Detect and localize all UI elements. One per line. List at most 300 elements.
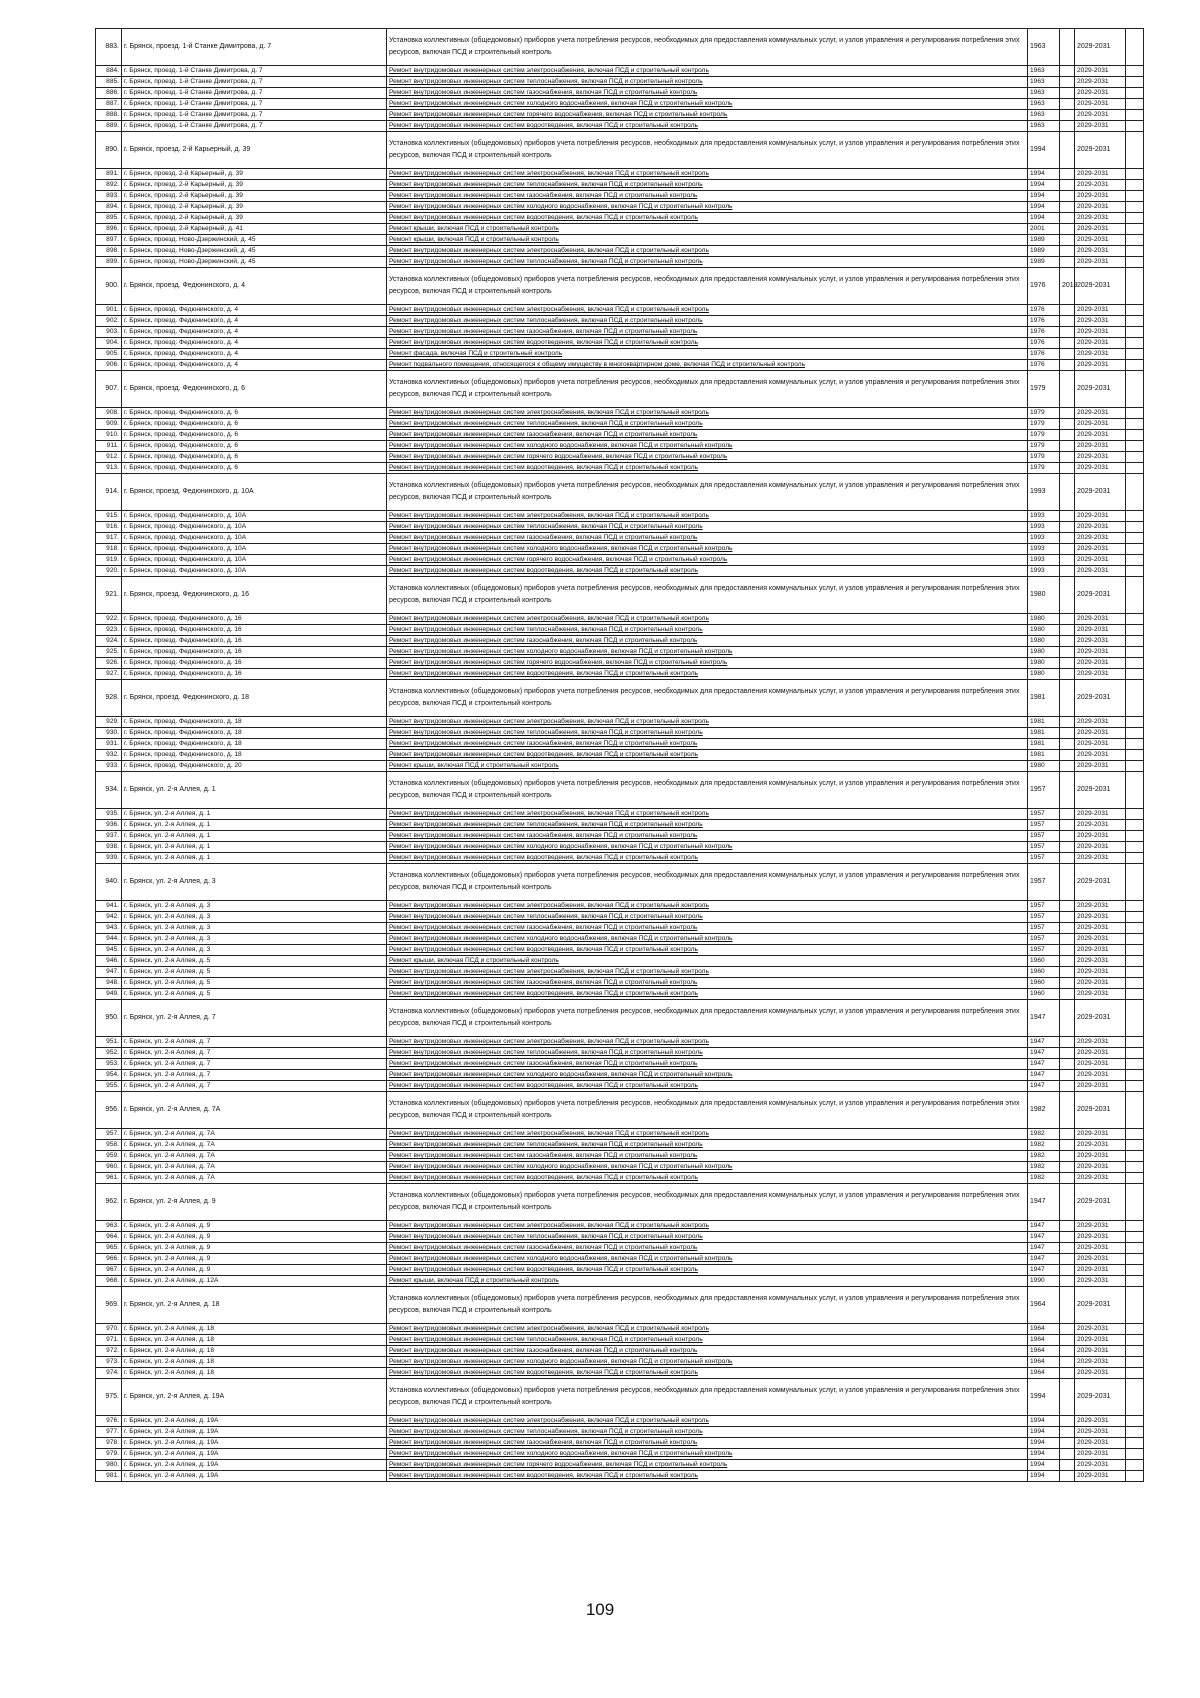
row-done-year bbox=[1060, 1449, 1075, 1460]
row-number: 939. bbox=[96, 853, 122, 864]
row-build-year: 2001 bbox=[1028, 224, 1060, 235]
table-row bbox=[96, 831, 1144, 842]
row-work-type: Ремонт крыши, включая ПСД и строительный контроль bbox=[387, 1276, 1028, 1287]
row-done-year bbox=[1060, 1221, 1075, 1232]
row-address: г. Брянск, проезд. Федюнинского, д. 4 bbox=[122, 316, 387, 327]
table-row bbox=[96, 577, 1144, 614]
row-number: 897. bbox=[96, 235, 122, 246]
table-row bbox=[96, 132, 1144, 169]
row-work-type: Ремонт подвального помещения, относящегося к общему имуществу в многоквартирном доме, включая ПСД и строительный контроль bbox=[387, 360, 1028, 371]
table-row bbox=[96, 739, 1144, 750]
table-row bbox=[96, 191, 1144, 202]
row-address: г. Брянск, ул. 2-я Аллея, д. 7 bbox=[122, 1059, 387, 1070]
row-address: г. Брянск, ул. 2-я Аллея, д. 9 bbox=[122, 1232, 387, 1243]
row-number: 926. bbox=[96, 658, 122, 669]
row-planned-period: 2029-2031 bbox=[1075, 1287, 1126, 1324]
row-build-year: 1964 bbox=[1028, 1357, 1060, 1368]
row-planned-period: 2029-2031 bbox=[1075, 1276, 1126, 1287]
row-build-year: 1981 bbox=[1028, 739, 1060, 750]
row-done-year bbox=[1060, 463, 1075, 474]
row-number: 906. bbox=[96, 360, 122, 371]
row-empty-cell bbox=[1126, 967, 1144, 978]
table-row bbox=[96, 169, 1144, 180]
table-row bbox=[96, 408, 1144, 419]
row-empty-cell bbox=[1126, 842, 1144, 853]
row-build-year: 1993 bbox=[1028, 522, 1060, 533]
row-build-year: 1979 bbox=[1028, 463, 1060, 474]
row-planned-period: 2029-2031 bbox=[1075, 1048, 1126, 1059]
table-row bbox=[96, 349, 1144, 360]
table-row bbox=[96, 1254, 1144, 1265]
row-done-year bbox=[1060, 246, 1075, 257]
row-address: г. Брянск, ул. 2-я Аллея, д. 3 bbox=[122, 864, 387, 901]
row-empty-cell bbox=[1126, 577, 1144, 614]
row-address: г. Брянск, проезд. Федюнинского, д. 18 bbox=[122, 739, 387, 750]
row-planned-period: 2029-2031 bbox=[1075, 1173, 1126, 1184]
row-address: г. Брянск, проезд. Федюнинского, д. 16 bbox=[122, 636, 387, 647]
row-build-year: 1989 bbox=[1028, 257, 1060, 268]
row-address: г. Брянск, проезд. Федюнинского, д. 6 bbox=[122, 452, 387, 463]
row-address: г. Брянск, ул. 2-я Аллея, д. 18 bbox=[122, 1335, 387, 1346]
row-build-year: 1964 bbox=[1028, 1368, 1060, 1379]
row-address: г. Брянск, проезд. Федюнинского, д. 6 bbox=[122, 408, 387, 419]
row-done-year bbox=[1060, 809, 1075, 820]
row-empty-cell bbox=[1126, 1460, 1144, 1471]
table-row bbox=[96, 305, 1144, 316]
row-done-year bbox=[1060, 934, 1075, 945]
row-number: 965. bbox=[96, 1243, 122, 1254]
row-work-type: Установка коллективных (общедомовых) приборов учета потребления ресурсов, необходимых для предоставления коммунальных услуг, и узлов управления и регулирования потребления этих ресурсов, включая ПСД и строительный контроль bbox=[387, 1287, 1028, 1324]
row-done-year bbox=[1060, 191, 1075, 202]
row-build-year: 1980 bbox=[1028, 577, 1060, 614]
row-work-type: Ремонт внутридомовых инженерных систем газоснабжения, включая ПСД и строительный контроль bbox=[387, 831, 1028, 842]
row-work-type: Ремонт внутридомовых инженерных систем теплоснабжения, включая ПСД и строительный контроль bbox=[387, 1232, 1028, 1243]
table-row bbox=[96, 647, 1144, 658]
row-done-year bbox=[1060, 956, 1075, 967]
row-work-type: Установка коллективных (общедомовых) приборов учета потребления ресурсов, необходимых для предоставления коммунальных услуг, и узлов управления и регулирования потребления этих ресурсов, включая ПСД и строительный контроль bbox=[387, 371, 1028, 408]
row-done-year bbox=[1060, 1416, 1075, 1427]
row-build-year: 1964 bbox=[1028, 1346, 1060, 1357]
row-number: 941. bbox=[96, 901, 122, 912]
row-empty-cell bbox=[1126, 1254, 1144, 1265]
table-row bbox=[96, 1184, 1144, 1221]
row-build-year: 1947 bbox=[1028, 1000, 1060, 1037]
row-work-type: Установка коллективных (общедомовых) приборов учета потребления ресурсов, необходимых для предоставления коммунальных услуг, и узлов управления и регулирования потребления этих ресурсов, включая ПСД и строительный контроль bbox=[387, 1000, 1028, 1037]
row-build-year: 1957 bbox=[1028, 842, 1060, 853]
row-work-type: Ремонт крыши, включая ПСД и строительный контроль bbox=[387, 761, 1028, 772]
table-row bbox=[96, 463, 1144, 474]
row-done-year bbox=[1060, 316, 1075, 327]
row-work-type: Установка коллективных (общедомовых) приборов учета потребления ресурсов, необходимых для предоставления коммунальных услуг, и узлов управления и регулирования потребления этих ресурсов, включая ПСД и строительный контроль bbox=[387, 772, 1028, 809]
row-work-type: Ремонт внутридомовых инженерных систем водоотведения, включая ПСД и строительный контроль bbox=[387, 463, 1028, 474]
row-empty-cell bbox=[1126, 853, 1144, 864]
row-empty-cell bbox=[1126, 533, 1144, 544]
row-build-year: 1979 bbox=[1028, 408, 1060, 419]
table-row bbox=[96, 1243, 1144, 1254]
row-build-year: 1982 bbox=[1028, 1092, 1060, 1129]
row-empty-cell bbox=[1126, 1048, 1144, 1059]
row-address: г. Брянск, проезд. Федюнинского, д. 10А bbox=[122, 544, 387, 555]
row-build-year: 1982 bbox=[1028, 1129, 1060, 1140]
row-planned-period: 2029-2031 bbox=[1075, 669, 1126, 680]
row-build-year: 1981 bbox=[1028, 750, 1060, 761]
table-row bbox=[96, 1346, 1144, 1357]
row-number: 908. bbox=[96, 408, 122, 419]
row-empty-cell bbox=[1126, 1070, 1144, 1081]
row-work-type: Ремонт крыши, включая ПСД и строительный контроль bbox=[387, 956, 1028, 967]
row-empty-cell bbox=[1126, 625, 1144, 636]
row-planned-period: 2029-2031 bbox=[1075, 1254, 1126, 1265]
row-build-year: 1947 bbox=[1028, 1184, 1060, 1221]
row-work-type: Ремонт внутридомовых инженерных систем газоснабжения, включая ПСД и строительный контроль bbox=[387, 978, 1028, 989]
row-build-year: 1990 bbox=[1028, 1276, 1060, 1287]
row-done-year bbox=[1060, 923, 1075, 934]
row-done-year bbox=[1060, 1276, 1075, 1287]
row-planned-period: 2029-2031 bbox=[1075, 1059, 1126, 1070]
table-row bbox=[96, 1449, 1144, 1460]
row-build-year: 1947 bbox=[1028, 1265, 1060, 1276]
row-work-type: Ремонт внутридомовых инженерных систем водоотведения, включая ПСД и строительный контроль bbox=[387, 750, 1028, 761]
table-row bbox=[96, 121, 1144, 132]
table-row bbox=[96, 1173, 1144, 1184]
row-address: г. Брянск, проезд. Федюнинского, д. 18 bbox=[122, 717, 387, 728]
row-address: г. Брянск, проезд. 2-й Карьерный, д. 39 bbox=[122, 191, 387, 202]
row-build-year: 1979 bbox=[1028, 419, 1060, 430]
row-work-type: Ремонт внутридомовых инженерных систем горячего водоснабжения, включая ПСД и строительный контроль bbox=[387, 658, 1028, 669]
row-address: г. Брянск, проезд. Федюнинского, д. 16 bbox=[122, 669, 387, 680]
row-work-type: Ремонт внутридомовых инженерных систем электроснабжения, включая ПСД и строительный контроль bbox=[387, 1416, 1028, 1427]
row-build-year: 1994 bbox=[1028, 1438, 1060, 1449]
row-number: 912. bbox=[96, 452, 122, 463]
row-done-year bbox=[1060, 614, 1075, 625]
row-build-year: 1976 bbox=[1028, 305, 1060, 316]
row-address: г. Брянск, проезд. Федюнинского, д. 6 bbox=[122, 419, 387, 430]
table-row bbox=[96, 1140, 1144, 1151]
table-row bbox=[96, 923, 1144, 934]
row-build-year: 1981 bbox=[1028, 717, 1060, 728]
row-empty-cell bbox=[1126, 66, 1144, 77]
table-row bbox=[96, 1059, 1144, 1070]
row-number: 933. bbox=[96, 761, 122, 772]
row-address: г. Брянск, проезд. 1-й Станке Димитрова, д. 7 bbox=[122, 66, 387, 77]
row-address: г. Брянск, ул. 2-я Аллея, д. 7 bbox=[122, 1070, 387, 1081]
row-planned-period: 2029-2031 bbox=[1075, 1379, 1126, 1416]
row-work-type: Ремонт внутридомовых инженерных систем теплоснабжения, включая ПСД и строительный контроль bbox=[387, 522, 1028, 533]
row-address: г. Брянск, ул. 2-я Аллея, д. 19А bbox=[122, 1379, 387, 1416]
row-planned-period: 2029-2031 bbox=[1075, 463, 1126, 474]
row-work-type: Ремонт фасада, включая ПСД и строительный контроль bbox=[387, 349, 1028, 360]
row-number: 895. bbox=[96, 213, 122, 224]
row-done-year bbox=[1060, 728, 1075, 739]
row-address: г. Брянск, проезд. 1-й Станке Димитрова, д. 7 bbox=[122, 29, 387, 66]
row-address: г. Брянск, ул. 2-я Аллея, д. 7А bbox=[122, 1162, 387, 1173]
row-address: г. Брянск, проезд. 1-й Станке Димитрова, д. 7 bbox=[122, 121, 387, 132]
row-build-year: 1994 bbox=[1028, 1460, 1060, 1471]
table-row bbox=[96, 1092, 1144, 1129]
row-address: г. Брянск, ул. 2-я Аллея, д. 9 bbox=[122, 1265, 387, 1276]
row-build-year: 1979 bbox=[1028, 452, 1060, 463]
row-done-year bbox=[1060, 669, 1075, 680]
row-work-type: Ремонт внутридомовых инженерных систем холодного водоснабжения, включая ПСД и строительный контроль bbox=[387, 934, 1028, 945]
row-work-type: Ремонт внутридомовых инженерных систем холодного водоснабжения, включая ПСД и строительный контроль bbox=[387, 1162, 1028, 1173]
row-address: г. Брянск, проезд. Федюнинского, д. 6 bbox=[122, 441, 387, 452]
row-done-year bbox=[1060, 110, 1075, 121]
row-address: г. Брянск, проезд. Федюнинского, д. 10А bbox=[122, 566, 387, 577]
table-row bbox=[96, 1324, 1144, 1335]
row-work-type: Ремонт внутридомовых инженерных систем теплоснабжения, включая ПСД и строительный контроль bbox=[387, 257, 1028, 268]
row-work-type: Ремонт внутридомовых инженерных систем холодного водоснабжения, включая ПСД и строительный контроль bbox=[387, 202, 1028, 213]
row-number: 907. bbox=[96, 371, 122, 408]
row-build-year: 1979 bbox=[1028, 371, 1060, 408]
row-work-type: Ремонт внутридомовых инженерных систем водоотведения, включая ПСД и строительный контроль bbox=[387, 213, 1028, 224]
row-address: г. Брянск, проезд. Федюнинского, д. 6 bbox=[122, 463, 387, 474]
row-empty-cell bbox=[1126, 1173, 1144, 1184]
row-number: 885. bbox=[96, 77, 122, 88]
row-done-year bbox=[1060, 1265, 1075, 1276]
row-address: г. Брянск, проезд. Федюнинского, д. 16 bbox=[122, 614, 387, 625]
row-work-type: Ремонт внутридомовых инженерных систем холодного водоснабжения, включая ПСД и строительный контроль bbox=[387, 1357, 1028, 1368]
row-work-type: Ремонт внутридомовых инженерных систем водоотведения, включая ПСД и строительный контроль bbox=[387, 945, 1028, 956]
row-build-year: 1982 bbox=[1028, 1151, 1060, 1162]
row-address: г. Брянск, ул. 2-я Аллея, д. 1 bbox=[122, 842, 387, 853]
row-planned-period: 2029-2031 bbox=[1075, 728, 1126, 739]
row-work-type: Установка коллективных (общедомовых) приборов учета потребления ресурсов, необходимых для предоставления коммунальных услуг, и узлов управления и регулирования потребления этих ресурсов, включая ПСД и строительный контроль bbox=[387, 132, 1028, 169]
row-address: г. Брянск, ул. 2-я Аллея, д. 19А bbox=[122, 1416, 387, 1427]
row-build-year: 1957 bbox=[1028, 853, 1060, 864]
table-row bbox=[96, 750, 1144, 761]
row-planned-period: 2029-2031 bbox=[1075, 761, 1126, 772]
table-row bbox=[96, 522, 1144, 533]
row-empty-cell bbox=[1126, 1265, 1144, 1276]
row-work-type: Ремонт внутридомовых инженерных систем теплоснабжения, включая ПСД и строительный контроль bbox=[387, 1140, 1028, 1151]
table-row bbox=[96, 1265, 1144, 1276]
row-build-year: 1993 bbox=[1028, 566, 1060, 577]
row-number: 976. bbox=[96, 1416, 122, 1427]
row-planned-period: 2029-2031 bbox=[1075, 1460, 1126, 1471]
row-empty-cell bbox=[1126, 349, 1144, 360]
table-row bbox=[96, 842, 1144, 853]
table-row bbox=[96, 474, 1144, 511]
row-number: 957. bbox=[96, 1129, 122, 1140]
row-work-type: Ремонт внутридомовых инженерных систем теплоснабжения, включая ПСД и строительный контроль bbox=[387, 912, 1028, 923]
row-empty-cell bbox=[1126, 1427, 1144, 1438]
row-address: г. Брянск, ул. 2-я Аллея, д. 19А bbox=[122, 1460, 387, 1471]
row-done-year bbox=[1060, 1438, 1075, 1449]
row-number: 971. bbox=[96, 1335, 122, 1346]
row-done-year bbox=[1060, 945, 1075, 956]
row-build-year: 1994 bbox=[1028, 202, 1060, 213]
row-empty-cell bbox=[1126, 1471, 1144, 1482]
row-number: 929. bbox=[96, 717, 122, 728]
row-done-year bbox=[1060, 912, 1075, 923]
table-row bbox=[96, 430, 1144, 441]
row-done-year bbox=[1060, 1232, 1075, 1243]
row-address: г. Брянск, ул. 2-я Аллея, д. 19А bbox=[122, 1471, 387, 1482]
row-empty-cell bbox=[1126, 511, 1144, 522]
table-row bbox=[96, 316, 1144, 327]
table-row bbox=[96, 728, 1144, 739]
row-number: 951. bbox=[96, 1037, 122, 1048]
table-row bbox=[96, 658, 1144, 669]
row-work-type: Ремонт внутридомовых инженерных систем водоотведения, включая ПСД и строительный контроль bbox=[387, 121, 1028, 132]
row-number: 936. bbox=[96, 820, 122, 831]
table-row bbox=[96, 566, 1144, 577]
row-work-type: Ремонт внутридомовых инженерных систем холодного водоснабжения, включая ПСД и строительный контроль bbox=[387, 1254, 1028, 1265]
row-number: 940. bbox=[96, 864, 122, 901]
row-number: 955. bbox=[96, 1081, 122, 1092]
row-address: г. Брянск, ул. 2-я Аллея, д. 18 bbox=[122, 1368, 387, 1379]
row-done-year bbox=[1060, 1346, 1075, 1357]
row-work-type: Ремонт внутридомовых инженерных систем холодного водоснабжения, включая ПСД и строительный контроль bbox=[387, 1449, 1028, 1460]
row-address: г. Брянск, проезд. Ново-Дзержинский, д. 45 bbox=[122, 257, 387, 268]
row-empty-cell bbox=[1126, 739, 1144, 750]
row-build-year: 1993 bbox=[1028, 533, 1060, 544]
row-empty-cell bbox=[1126, 1276, 1144, 1287]
row-build-year: 1994 bbox=[1028, 213, 1060, 224]
row-number: 960. bbox=[96, 1162, 122, 1173]
row-address: г. Брянск, проезд. 1-й Станке Димитрова, д. 7 bbox=[122, 77, 387, 88]
table-row bbox=[96, 66, 1144, 77]
row-number: 898. bbox=[96, 246, 122, 257]
row-work-type: Ремонт внутридомовых инженерных систем теплоснабжения, включая ПСД и строительный контроль bbox=[387, 316, 1028, 327]
row-build-year: 1963 bbox=[1028, 66, 1060, 77]
row-planned-period: 2029-2031 bbox=[1075, 739, 1126, 750]
row-number: 884. bbox=[96, 66, 122, 77]
row-empty-cell bbox=[1126, 305, 1144, 316]
row-number: 968. bbox=[96, 1276, 122, 1287]
row-done-year bbox=[1060, 452, 1075, 463]
row-done-year bbox=[1060, 1059, 1075, 1070]
row-address: г. Брянск, ул. 2-я Аллея, д. 1 bbox=[122, 831, 387, 842]
row-number: 948. bbox=[96, 978, 122, 989]
row-number: 967. bbox=[96, 1265, 122, 1276]
row-number: 927. bbox=[96, 669, 122, 680]
row-build-year: 1981 bbox=[1028, 728, 1060, 739]
row-work-type: Ремонт внутридомовых инженерных систем холодного водоснабжения, включая ПСД и строительный контроль bbox=[387, 842, 1028, 853]
row-work-type: Установка коллективных (общедомовых) приборов учета потребления ресурсов, необходимых для предоставления коммунальных услуг, и узлов управления и регулирования потребления этих ресурсов, включая ПСД и строительный контроль bbox=[387, 29, 1028, 66]
row-number: 919. bbox=[96, 555, 122, 566]
row-build-year: 1947 bbox=[1028, 1037, 1060, 1048]
row-done-year bbox=[1060, 544, 1075, 555]
row-address: г. Брянск, проезд. Федюнинского, д. 16 bbox=[122, 625, 387, 636]
row-done-year bbox=[1060, 864, 1075, 901]
row-planned-period: 2029-2031 bbox=[1075, 923, 1126, 934]
row-number: 962. bbox=[96, 1184, 122, 1221]
row-address: г. Брянск, ул. 2-я Аллея, д. 3 bbox=[122, 923, 387, 934]
row-address: г. Брянск, проезд. Федюнинского, д. 10А bbox=[122, 522, 387, 533]
row-build-year: 1963 bbox=[1028, 99, 1060, 110]
row-empty-cell bbox=[1126, 474, 1144, 511]
table-row bbox=[96, 669, 1144, 680]
table-row bbox=[96, 1162, 1144, 1173]
row-build-year: 1994 bbox=[1028, 191, 1060, 202]
row-empty-cell bbox=[1126, 820, 1144, 831]
row-build-year: 1979 bbox=[1028, 430, 1060, 441]
row-build-year: 1980 bbox=[1028, 669, 1060, 680]
row-empty-cell bbox=[1126, 934, 1144, 945]
row-address: г. Брянск, ул. 2-я Аллея, д. 7А bbox=[122, 1173, 387, 1184]
row-address: г. Брянск, ул. 2-я Аллея, д. 19А bbox=[122, 1449, 387, 1460]
row-empty-cell bbox=[1126, 1129, 1144, 1140]
row-planned-period: 2029-2031 bbox=[1075, 750, 1126, 761]
row-work-type: Ремонт крыши, включая ПСД и строительный контроль bbox=[387, 235, 1028, 246]
row-empty-cell bbox=[1126, 1184, 1144, 1221]
row-done-year bbox=[1060, 1173, 1075, 1184]
row-address: г. Брянск, проезд. Ново-Дзержинский, д. 45 bbox=[122, 246, 387, 257]
row-number: 893. bbox=[96, 191, 122, 202]
row-build-year: 1976 bbox=[1028, 338, 1060, 349]
row-planned-period: 2029-2031 bbox=[1075, 1346, 1126, 1357]
row-number: 883. bbox=[96, 29, 122, 66]
table-row bbox=[96, 246, 1144, 257]
row-number: 889. bbox=[96, 121, 122, 132]
table-row bbox=[96, 257, 1144, 268]
row-number: 913. bbox=[96, 463, 122, 474]
row-done-year bbox=[1060, 1081, 1075, 1092]
row-planned-period: 2029-2031 bbox=[1075, 1449, 1126, 1460]
row-build-year: 1957 bbox=[1028, 772, 1060, 809]
row-work-type: Установка коллективных (общедомовых) приборов учета потребления ресурсов, необходимых для предоставления коммунальных услуг, и узлов управления и регулирования потребления этих ресурсов, включая ПСД и строительный контроль bbox=[387, 1092, 1028, 1129]
row-address: г. Брянск, ул. 2-я Аллея, д. 5 bbox=[122, 967, 387, 978]
row-address: г. Брянск, ул. 2-я Аллея, д. 1 bbox=[122, 820, 387, 831]
row-build-year: 1976 bbox=[1028, 316, 1060, 327]
table-row bbox=[96, 77, 1144, 88]
row-done-year bbox=[1060, 327, 1075, 338]
row-planned-period: 2029-2031 bbox=[1075, 99, 1126, 110]
row-planned-period: 2029-2031 bbox=[1075, 864, 1126, 901]
row-planned-period: 2029-2031 bbox=[1075, 956, 1126, 967]
row-planned-period: 2029-2031 bbox=[1075, 1368, 1126, 1379]
row-planned-period: 2029-2031 bbox=[1075, 967, 1126, 978]
table-row bbox=[96, 978, 1144, 989]
row-number: 904. bbox=[96, 338, 122, 349]
row-done-year: 2019 bbox=[1060, 268, 1075, 305]
row-build-year: 1980 bbox=[1028, 636, 1060, 647]
row-build-year: 1947 bbox=[1028, 1081, 1060, 1092]
row-build-year: 1957 bbox=[1028, 864, 1060, 901]
row-planned-period: 2029-2031 bbox=[1075, 1140, 1126, 1151]
table-row bbox=[96, 614, 1144, 625]
row-planned-period: 2029-2031 bbox=[1075, 842, 1126, 853]
row-work-type: Ремонт внутридомовых инженерных систем газоснабжения, включая ПСД и строительный контроль bbox=[387, 88, 1028, 99]
row-done-year bbox=[1060, 1048, 1075, 1059]
table-row bbox=[96, 88, 1144, 99]
row-build-year: 1981 bbox=[1028, 680, 1060, 717]
row-address: г. Брянск, ул. 2-я Аллея, д. 19А bbox=[122, 1438, 387, 1449]
row-number: 887. bbox=[96, 99, 122, 110]
row-build-year: 1957 bbox=[1028, 820, 1060, 831]
row-address: г. Брянск, ул. 2-я Аллея, д. 9 bbox=[122, 1221, 387, 1232]
row-empty-cell bbox=[1126, 658, 1144, 669]
row-done-year bbox=[1060, 1254, 1075, 1265]
table-row bbox=[96, 1221, 1144, 1232]
row-address: г. Брянск, проезд. Федюнинского, д. 16 bbox=[122, 577, 387, 614]
row-work-type: Ремонт внутридомовых инженерных систем холодного водоснабжения, включая ПСД и строительный контроль bbox=[387, 99, 1028, 110]
row-number: 980. bbox=[96, 1460, 122, 1471]
row-done-year bbox=[1060, 901, 1075, 912]
table-row bbox=[96, 441, 1144, 452]
row-planned-period: 2029-2031 bbox=[1075, 1162, 1126, 1173]
row-planned-period: 2029-2031 bbox=[1075, 408, 1126, 419]
row-done-year bbox=[1060, 853, 1075, 864]
row-build-year: 1993 bbox=[1028, 544, 1060, 555]
row-address: г. Брянск, проезд. 2-й Карьерный, д. 41 bbox=[122, 224, 387, 235]
row-work-type: Установка коллективных (общедомовых) приборов учета потребления ресурсов, необходимых для предоставления коммунальных услуг, и узлов управления и регулирования потребления этих ресурсов, включая ПСД и строительный контроль bbox=[387, 1184, 1028, 1221]
row-done-year bbox=[1060, 408, 1075, 419]
row-address: г. Брянск, проезд. Федюнинского, д. 6 bbox=[122, 430, 387, 441]
row-address: г. Брянск, ул. 2-я Аллея, д. 7А bbox=[122, 1129, 387, 1140]
row-number: 923. bbox=[96, 625, 122, 636]
